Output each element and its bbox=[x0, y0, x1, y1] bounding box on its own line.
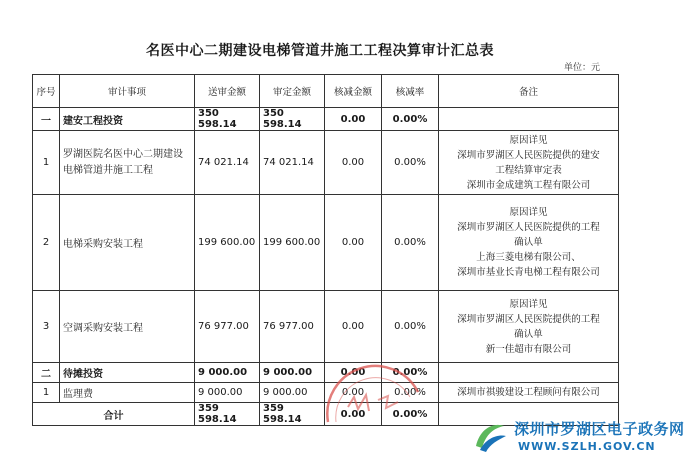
row-rate: 0.00% bbox=[382, 195, 439, 291]
remark-line: 确认单 bbox=[514, 328, 543, 340]
row-remarks bbox=[439, 291, 619, 363]
section-remarks bbox=[439, 108, 619, 131]
watermark-en: WWW.SZLH.GOV.CN bbox=[518, 440, 656, 453]
header-approved: 审定金额 bbox=[260, 75, 325, 108]
header-remarks: 备注 bbox=[439, 75, 619, 108]
row-item: 空调采购安装工程 bbox=[60, 291, 195, 363]
total-approved: 359 598.14 bbox=[260, 403, 325, 426]
remark-line: 上海三菱电梯有限公司、 bbox=[476, 252, 581, 263]
header-row bbox=[33, 75, 619, 108]
section-name: 待摊投资 bbox=[60, 363, 195, 383]
table-row bbox=[33, 383, 619, 403]
row-rate: 0.00% bbox=[382, 131, 439, 195]
total-label: 合计 bbox=[33, 403, 195, 426]
row-item: 监理费 bbox=[60, 383, 195, 403]
row-submitted: 9 000.00 bbox=[195, 383, 260, 403]
header-submitted: 送审金额 bbox=[195, 75, 260, 108]
row-rate: 0.00% bbox=[382, 291, 439, 363]
row-remarks: 深圳市祺骏建设工程顾问有限公司 bbox=[439, 383, 619, 403]
row-seq: 2 bbox=[33, 195, 60, 291]
section-submitted: 350 598.14 bbox=[195, 108, 260, 131]
section-seq: 一 bbox=[33, 108, 60, 131]
remark-line: 原因详见 bbox=[509, 134, 548, 146]
row-reduction: 0.00 bbox=[325, 383, 382, 403]
row-reduction: 0.00 bbox=[325, 195, 382, 291]
remark-line: 确认单 bbox=[514, 237, 543, 248]
section-approved: 350 598.14 bbox=[260, 108, 325, 131]
row-seq: 1 bbox=[33, 131, 60, 195]
remark-line: 新一佳超市有限公司 bbox=[485, 343, 572, 355]
section-remarks bbox=[439, 363, 619, 383]
row-item: 罗湖医院名医中心二期建设电梯管道井施工工程 bbox=[60, 131, 195, 195]
row-submitted: 76 977.00 bbox=[195, 291, 260, 363]
section-submitted: 9 000.00 bbox=[195, 363, 260, 383]
table-row bbox=[33, 195, 619, 291]
section-row bbox=[33, 363, 619, 383]
row-seq: 3 bbox=[33, 291, 60, 363]
remark-line: 深圳市金成建筑工程有限公司 bbox=[466, 179, 591, 191]
row-rate: 0.00% bbox=[382, 383, 439, 403]
table-row bbox=[33, 291, 619, 363]
section-row bbox=[33, 108, 619, 131]
row-approved: 76 977.00 bbox=[260, 291, 325, 363]
watermark-logo-icon bbox=[470, 416, 510, 456]
remark-line: 深圳市罗湖区人民医院提供的建安 bbox=[457, 149, 600, 161]
header-seq: 序号 bbox=[33, 75, 60, 108]
row-remarks bbox=[439, 131, 619, 195]
remark-line: 原因详见 bbox=[509, 298, 548, 310]
audit-summary-table bbox=[32, 74, 619, 426]
section-name: 建安工程投资 bbox=[60, 108, 195, 131]
remark-line: 深圳市罗湖区人民医院提供的工程 bbox=[457, 222, 600, 233]
row-item: 电梯采购安装工程 bbox=[60, 195, 195, 291]
section-reduction: 0.00 bbox=[325, 108, 382, 131]
remark-line: 原因详见 bbox=[509, 207, 548, 218]
row-approved: 74 021.14 bbox=[260, 131, 325, 195]
site-watermark bbox=[470, 410, 685, 461]
remark-line: 深圳市罗湖区人民医院提供的工程 bbox=[457, 313, 600, 325]
header-rate: 核减率 bbox=[382, 75, 439, 108]
header-item: 审计事项 bbox=[60, 75, 195, 108]
section-reduction: 0.00 bbox=[325, 363, 382, 383]
row-remarks bbox=[439, 195, 619, 291]
remark-line: 深圳市基业长青电梯工程有限公司 bbox=[457, 267, 600, 278]
total-submitted: 359 598.14 bbox=[195, 403, 260, 426]
unit-label: 单位：元 bbox=[563, 63, 600, 73]
total-reduction: 0.00 bbox=[325, 403, 382, 426]
total-rate: 0.00% bbox=[382, 403, 439, 426]
section-rate: 0.00% bbox=[382, 363, 439, 383]
section-seq: 二 bbox=[33, 363, 60, 383]
section-rate: 0.00% bbox=[382, 108, 439, 131]
watermark-cn: 深圳市罗湖区电子政务网 bbox=[514, 420, 685, 438]
remark-line: 工程结算审定表 bbox=[495, 164, 562, 176]
row-approved: 9 000.00 bbox=[260, 383, 325, 403]
row-approved: 199 600.00 bbox=[260, 195, 325, 291]
row-seq: 1 bbox=[33, 383, 60, 403]
table-row bbox=[33, 131, 619, 195]
row-reduction: 0.00 bbox=[325, 291, 382, 363]
page-title: 名医中心二期建设电梯管道井施工工程决算审计汇总表 bbox=[146, 43, 494, 59]
section-approved: 9 000.00 bbox=[260, 363, 325, 383]
row-reduction: 0.00 bbox=[325, 131, 382, 195]
row-submitted: 199 600.00 bbox=[195, 195, 260, 291]
header-reduction: 核减金额 bbox=[325, 75, 382, 108]
row-submitted: 74 021.14 bbox=[195, 131, 260, 195]
